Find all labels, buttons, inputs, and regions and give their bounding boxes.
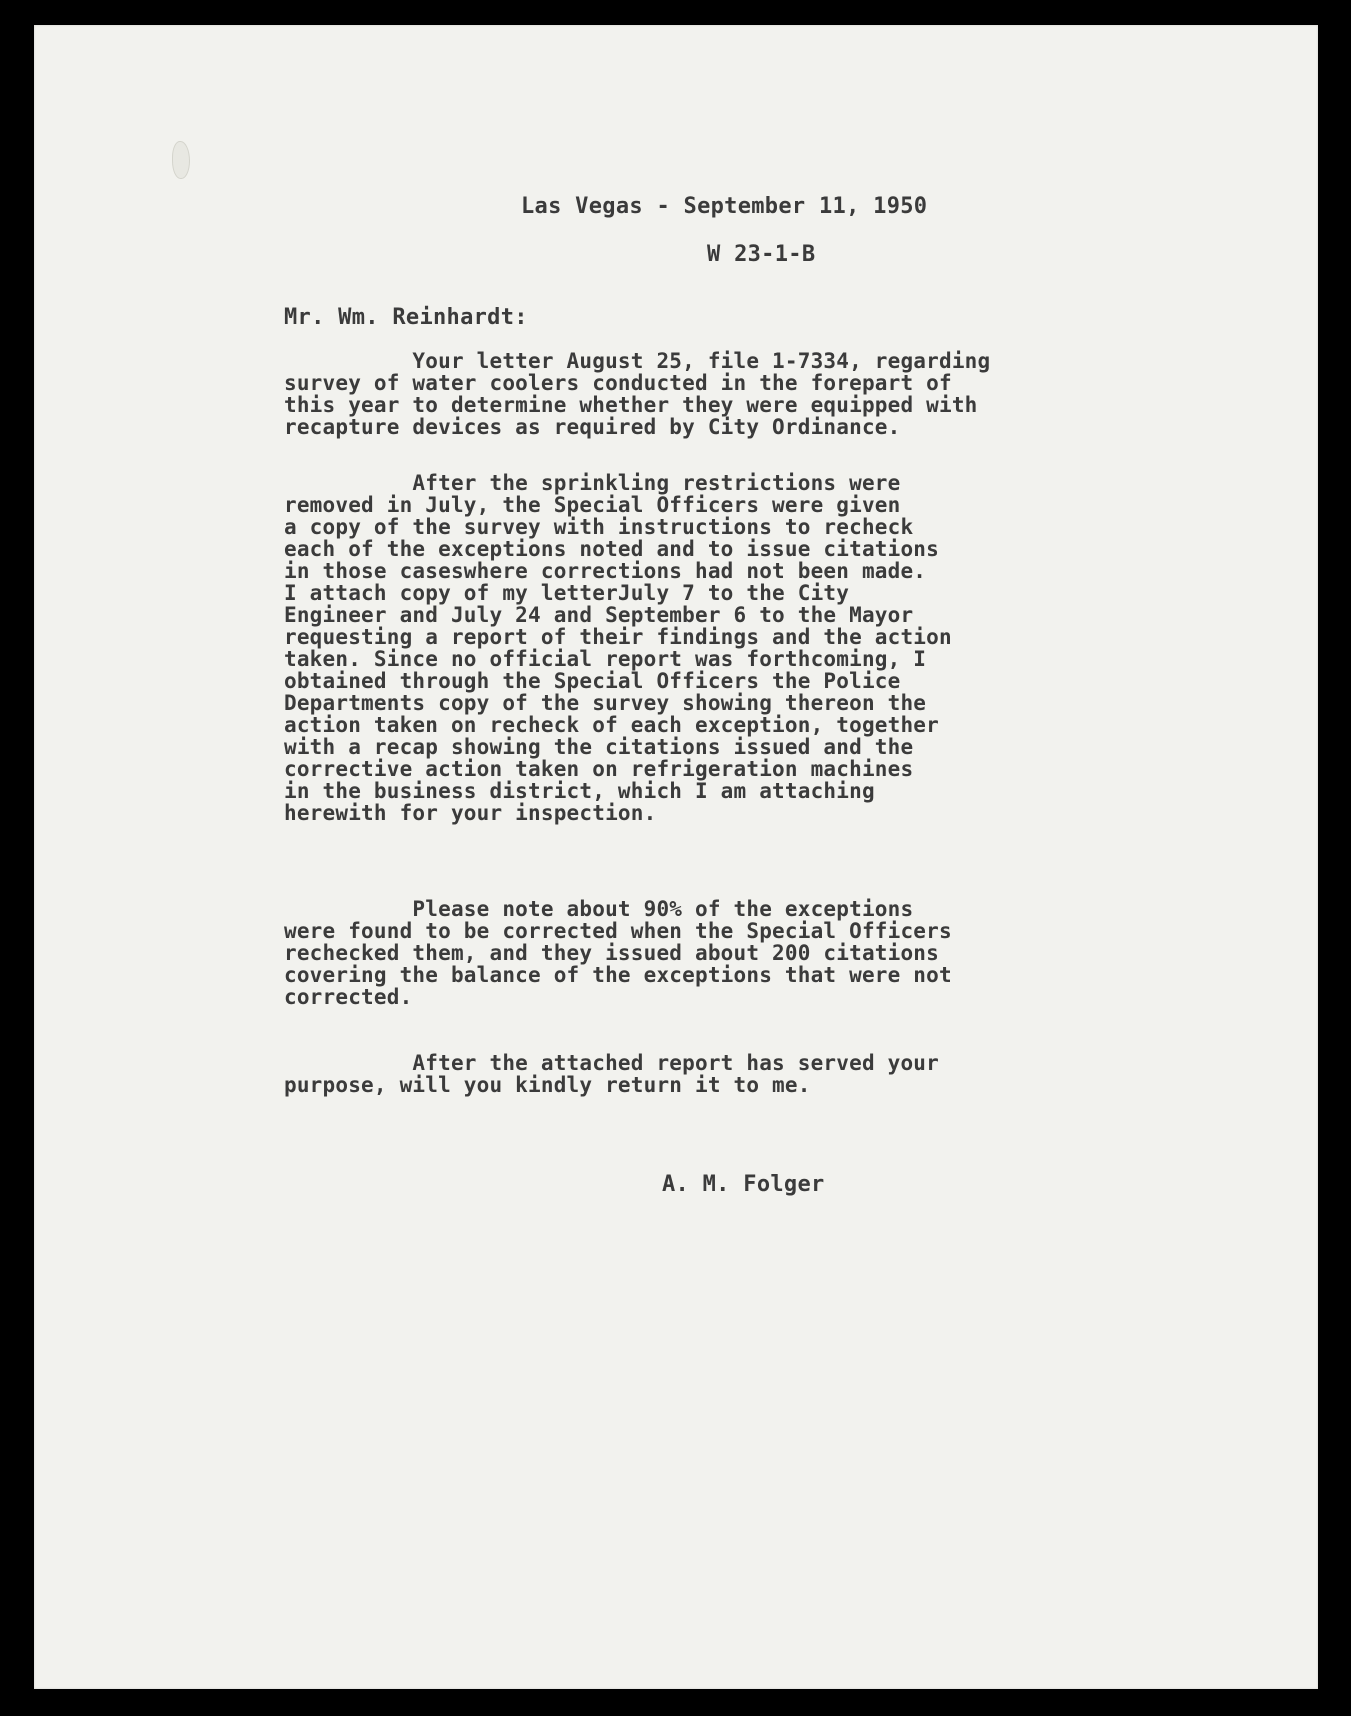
file-code: W 23-1-B	[707, 242, 816, 267]
salutation: Mr. Wm. Reinhardt:	[284, 305, 528, 330]
place-date-line: Las Vegas - September 11, 1950	[521, 194, 928, 219]
paragraph-1: Your letter August 25, file 1-7334, regarding survey of water coolers conducted in the forepart of this year to determine whether they were equipped with recapture devices as required by City Ordinance.	[284, 349, 991, 439]
paper-blemish	[172, 141, 190, 179]
paragraph-2: After the sprinkling restrictions were removed in July, the Special Officers were given a copy of the survey with instructions to recheck each of the exceptions noted and to issue citations in those caseswhere corrections had not been made. I attach copy of my letterJuly 7 to the City Engineer and July 24 and September 6 to the Mayor requesting a report of their findings and the action taken. Since no official report was forthcoming, I obtained through the Special Officers the Police Departments copy of the survey showing thereon the action taken on recheck of each exception, together with a recap showing the citations issued and the corrective action taken on refrigeration machines in the business district, which I am attaching herewith for your inspection.	[284, 471, 952, 825]
signature: A. M. Folger	[662, 1172, 825, 1197]
paragraph-3: Please note about 90% of the exceptions were found to be corrected when the Special Officers rechecked them, and they issued about 200 citations covering the balance of the exceptions that were not corrected.	[284, 897, 952, 1009]
paragraph-4: After the attached report has served your purpose, will you kindly return it to me.	[284, 1051, 939, 1097]
letter-page	[34, 25, 1318, 1689]
